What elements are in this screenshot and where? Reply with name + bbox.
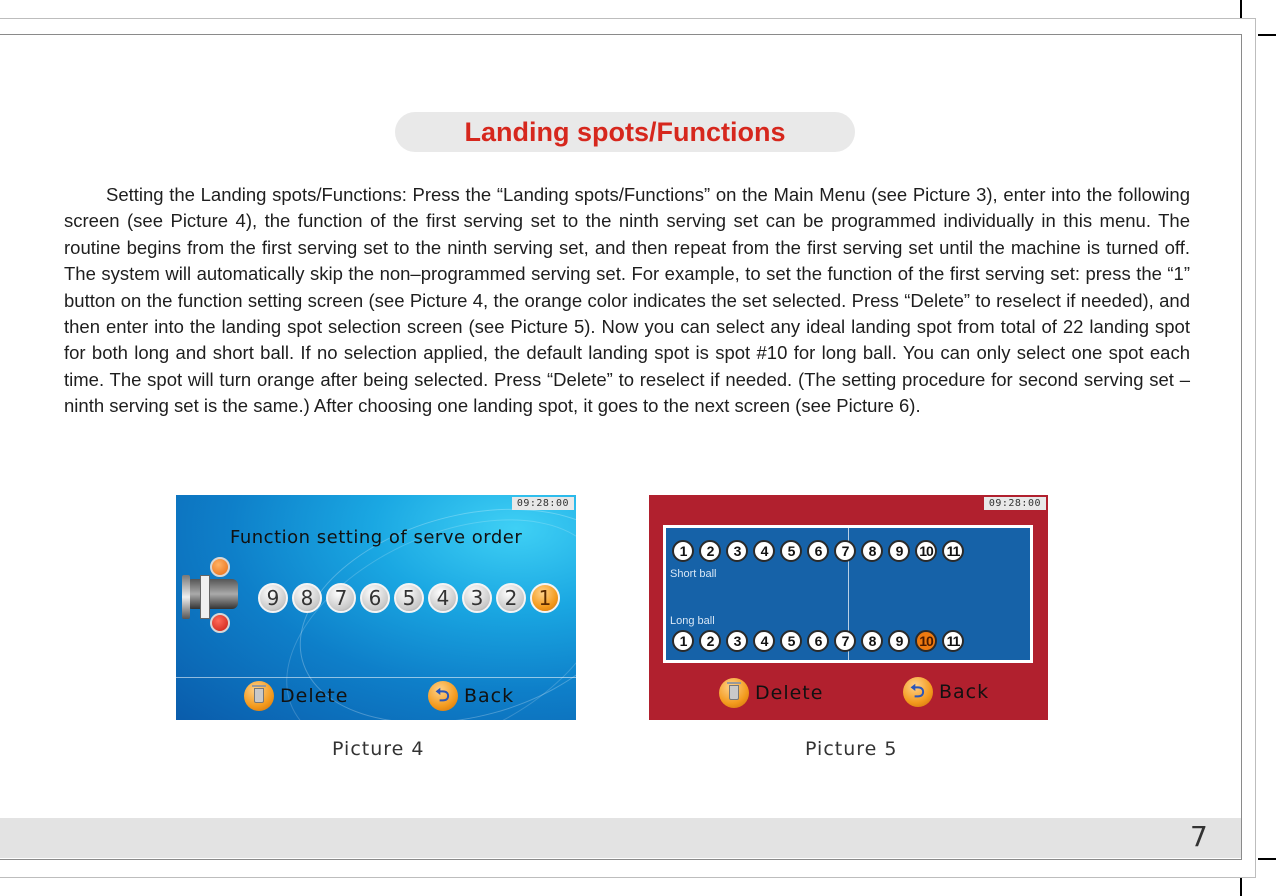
- landing-spot-button[interactable]: 11: [942, 540, 964, 562]
- landing-spot-button[interactable]: 5: [780, 630, 802, 652]
- status-dot-orange-icon: [210, 557, 230, 577]
- trash-icon: [244, 681, 274, 711]
- page-number: 7: [1190, 820, 1208, 853]
- serve-set-button[interactable]: 6: [360, 583, 390, 613]
- back-label: Back: [464, 685, 515, 707]
- serve-set-button[interactable]: 2: [496, 583, 526, 613]
- body-paragraph: Setting the Landing spots/Functions: Press the “Landing spots/Functions” on the Main Menu (see Picture 3), enter into the following screen (see Picture 4), the function of the first serving set to the ninth serving set can be programmed individually in this menu. The routine begins from the first serving set to the ninth serving set, and then repeat from the first serving set until the machine is turned off. The system will automatically skip the non–programmed serving set. For example, to set the function of the first serving set: press the “1” button on the function setting screen (see Picture 4, the orange color indicates the set selected. Press “Delete” to reselect if needed), and then enter into the landing spot selection screen (see Picture 5). Now you can select any ideal landing spot from total of 22 landing spot for both long and short ball. If no selection applied, the default landing spot is spot #10 for long ball. You can only select one spot each time. The spot will turn orange after being selected. Press “Delete” to reselect if needed. (The setting procedure for second serving set – ninth serving set is the same.) After choosing one landing spot, it goes to the next screen (see Picture 6).: [64, 184, 1190, 417]
- landing-spot-button[interactable]: 1: [672, 540, 694, 562]
- short-ball-label: Short ball: [670, 568, 717, 580]
- tennis-court: [663, 525, 1033, 663]
- serve-set-button[interactable]: 5: [394, 583, 424, 613]
- landing-spot-button[interactable]: 9: [888, 540, 910, 562]
- back-button[interactable]: [903, 677, 989, 707]
- serve-set-button[interactable]: 7: [326, 583, 356, 613]
- landing-spot-button[interactable]: 7: [834, 540, 856, 562]
- footer-band: [0, 818, 1241, 858]
- delete-button[interactable]: [719, 678, 823, 708]
- landing-spot-button[interactable]: 9: [888, 630, 910, 652]
- landing-spot-button[interactable]: 5: [780, 540, 802, 562]
- landing-spot-button[interactable]: 11: [942, 630, 964, 652]
- long-ball-label: Long ball: [670, 615, 715, 627]
- serve-set-button[interactable]: 8: [292, 583, 322, 613]
- status-dot-red-icon: [210, 613, 230, 633]
- picture-5-screen: [649, 495, 1048, 720]
- short-ball-spot-row: [672, 540, 964, 562]
- divider: [176, 677, 576, 678]
- landing-spot-button[interactable]: 4: [753, 630, 775, 652]
- serve-set-button[interactable]: 4: [428, 583, 458, 613]
- long-ball-spot-row: [672, 630, 964, 652]
- landing-spot-button[interactable]: 10: [915, 630, 937, 652]
- screen-heading: Function setting of serve order: [230, 527, 523, 548]
- landing-spot-button[interactable]: 8: [861, 540, 883, 562]
- crop-mark: [1240, 0, 1242, 18]
- machine-barrel: [186, 579, 238, 609]
- landing-spot-button[interactable]: 8: [861, 630, 883, 652]
- delete-label: Delete: [755, 682, 824, 704]
- back-label: Back: [939, 681, 990, 703]
- trash-icon: [719, 678, 749, 708]
- section-title: Landing spots/Functions: [395, 112, 855, 152]
- landing-spot-button[interactable]: 2: [699, 540, 721, 562]
- picture-4-caption: Picture 4: [332, 738, 425, 760]
- crop-mark: [1258, 858, 1276, 860]
- delete-button[interactable]: [244, 681, 348, 711]
- landing-spot-button[interactable]: 4: [753, 540, 775, 562]
- landing-spot-button[interactable]: 6: [807, 630, 829, 652]
- landing-spot-button[interactable]: 10: [915, 540, 937, 562]
- ball-machine-icon: [182, 575, 242, 619]
- landing-spot-button[interactable]: 2: [699, 630, 721, 652]
- picture-4-screen: [176, 495, 576, 720]
- landing-spot-button[interactable]: 6: [807, 540, 829, 562]
- picture-5-caption: Picture 5: [805, 738, 898, 760]
- page-frame-inner: [0, 34, 1242, 860]
- machine-bracket: [182, 575, 190, 619]
- serve-set-button[interactable]: 9: [258, 583, 288, 613]
- clock-readout: 09:28:00: [512, 497, 574, 510]
- delete-label: Delete: [280, 685, 349, 707]
- crop-mark: [1240, 878, 1242, 896]
- serve-set-row: [258, 583, 560, 613]
- clock-readout: 09:28:00: [984, 497, 1046, 510]
- machine-bracket: [200, 575, 210, 619]
- back-button[interactable]: [428, 681, 514, 711]
- back-arrow-icon: ⮌: [428, 681, 458, 711]
- serve-set-button[interactable]: 1: [530, 583, 560, 613]
- landing-spot-button[interactable]: 3: [726, 630, 748, 652]
- landing-spot-button[interactable]: 3: [726, 540, 748, 562]
- landing-spot-button[interactable]: 1: [672, 630, 694, 652]
- back-arrow-icon: ⮌: [903, 677, 933, 707]
- landing-spot-button[interactable]: 7: [834, 630, 856, 652]
- crop-mark: [1258, 34, 1276, 36]
- serve-set-button[interactable]: 3: [462, 583, 492, 613]
